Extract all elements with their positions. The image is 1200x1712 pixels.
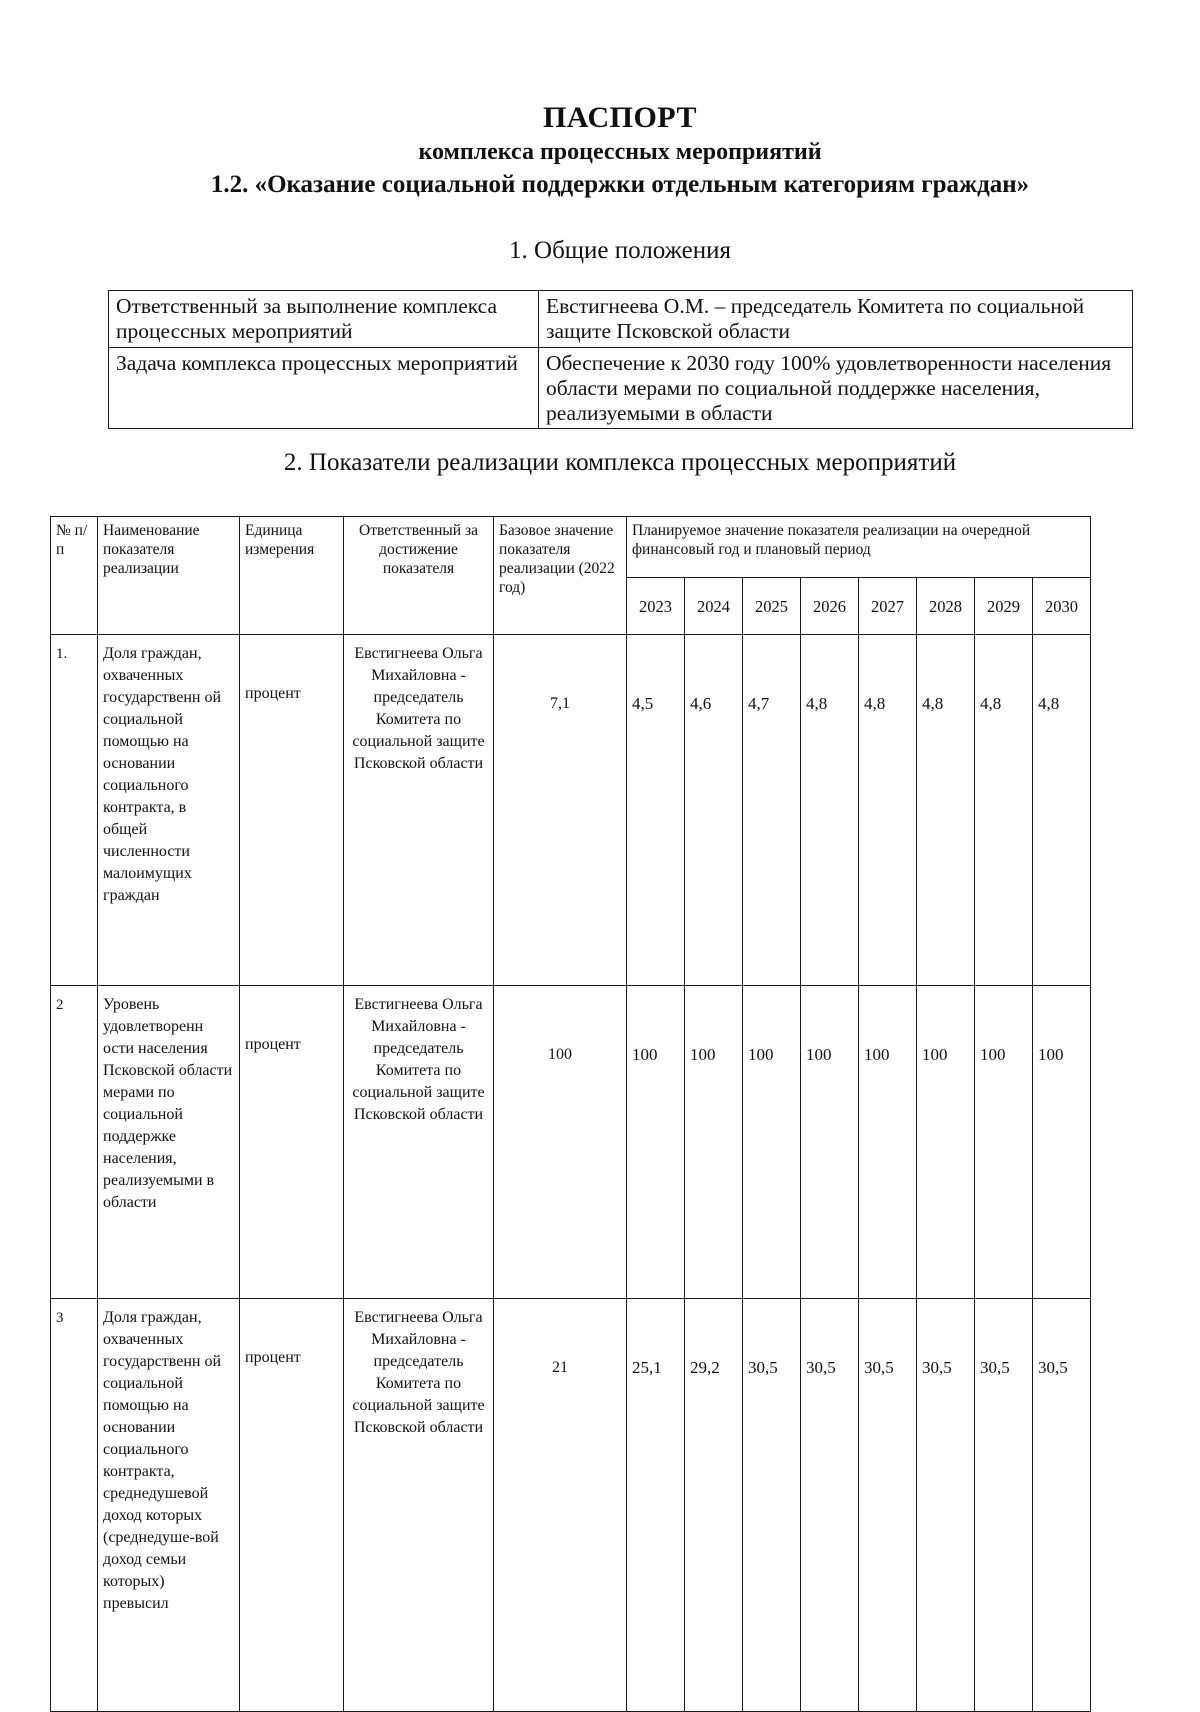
planned-value: 4,6 xyxy=(685,635,743,986)
indicator-base-value: 100 xyxy=(494,986,627,1299)
general-row xyxy=(109,348,1133,429)
general-row-value: Обеспечение к 2030 году 100% удовлетворенности населения области мерами по социальной поддержке населения, реализуемыми в области xyxy=(539,348,1133,429)
planned-value: 4,8 xyxy=(859,635,917,986)
planned-value: 25,1 xyxy=(627,1299,685,1712)
table-row xyxy=(51,1299,1091,1712)
row-number: 1. xyxy=(51,635,98,986)
planned-value: 4,8 xyxy=(801,635,859,986)
col-responsible-header: Ответственный за достижение показателя xyxy=(344,517,494,635)
planned-value: 30,5 xyxy=(859,1299,917,1712)
indicator-responsible: Евстигнеева Ольга Михайловна - председатель Комитета по социальной защите Псковской области xyxy=(344,635,494,986)
year-header: 2023 xyxy=(627,578,685,635)
col-planned-header: Планируемое значение показателя реализации на очередной финансовый год и плановый период xyxy=(627,517,1091,578)
planned-value: 4,8 xyxy=(1033,635,1091,986)
planned-value: 100 xyxy=(743,986,801,1299)
row-number: 2 xyxy=(51,986,98,1299)
complex-name: 1.2. «Оказание социальной поддержки отдельным категориям граждан» xyxy=(210,171,1030,198)
planned-value: 100 xyxy=(627,986,685,1299)
planned-value: 100 xyxy=(1033,986,1091,1299)
year-header: 2029 xyxy=(975,578,1033,635)
planned-value: 30,5 xyxy=(801,1299,859,1712)
indicator-name: Доля граждан, охваченных государственн ой социальной помощью на основании социального контракта, среднедушевой доход которых (среднедуше-вой доход семьи которых) превысил xyxy=(98,1299,240,1712)
planned-value: 4,5 xyxy=(627,635,685,986)
planned-value: 100 xyxy=(859,986,917,1299)
indicator-unit: процент xyxy=(240,986,344,1299)
planned-value: 4,7 xyxy=(743,635,801,986)
document-subtitle: комплекса процессных мероприятий xyxy=(418,139,822,165)
indicator-base-value: 21 xyxy=(494,1299,627,1712)
planned-value: 30,5 xyxy=(917,1299,975,1712)
year-header: 2024 xyxy=(685,578,743,635)
year-header: 2030 xyxy=(1033,578,1091,635)
indicator-responsible: Евстигнеева Ольга Михайловна - председатель Комитета по социальной защите Псковской области xyxy=(344,986,494,1299)
general-row-value: Евстигнеева О.М. – председатель Комитета по социальной защите Псковской области xyxy=(539,291,1133,348)
general-row-label: Ответственный за выполнение комплекса процессных мероприятий xyxy=(109,291,539,348)
planned-value: 100 xyxy=(801,986,859,1299)
planned-value: 30,5 xyxy=(743,1299,801,1712)
col-base-header: Базовое значение показателя реализации (2022 год) xyxy=(494,517,627,635)
indicator-unit: процент xyxy=(240,1299,344,1712)
table-row xyxy=(51,986,1091,1299)
year-header: 2026 xyxy=(801,578,859,635)
general-row xyxy=(109,291,1133,348)
indicator-name: Уровень удовлетворенн ости населения Псковской области мерами по социальной поддержке населения, реализуемыми в области xyxy=(98,986,240,1299)
planned-value: 30,5 xyxy=(1033,1299,1091,1712)
title-block xyxy=(0,100,1200,202)
year-header: 2027 xyxy=(859,578,917,635)
section2-heading: 2. Показатели реализации комплекса процессных мероприятий xyxy=(283,449,957,476)
header-row xyxy=(51,517,1091,578)
general-provisions-table xyxy=(108,290,1133,429)
planned-value: 100 xyxy=(685,986,743,1299)
planned-value: 29,2 xyxy=(685,1299,743,1712)
indicators-table xyxy=(50,516,1091,1712)
year-header: 2028 xyxy=(917,578,975,635)
planned-value: 4,8 xyxy=(975,635,1033,986)
table-row xyxy=(51,635,1091,986)
indicator-base-value: 7,1 xyxy=(494,635,627,986)
year-header: 2025 xyxy=(743,578,801,635)
col-name-header: Наименование показателя реализации xyxy=(98,517,240,635)
planned-value: 100 xyxy=(975,986,1033,1299)
col-unit-header: Единица измерения xyxy=(240,517,344,635)
col-num-header: № п/п xyxy=(51,517,98,635)
document-title: ПАСПОРТ xyxy=(542,101,698,134)
indicator-unit: процент xyxy=(240,635,344,986)
general-row-label: Задача комплекса процессных мероприятий xyxy=(109,348,539,429)
planned-value: 100 xyxy=(917,986,975,1299)
planned-value: 4,8 xyxy=(917,635,975,986)
planned-value: 30,5 xyxy=(975,1299,1033,1712)
indicator-name: Доля граждан, охваченных государственн ой социальной помощью на основании социального контракта, в общей численности малоимущих граждан xyxy=(98,635,240,986)
row-number: 3 xyxy=(51,1299,98,1712)
section1-heading: 1. Общие положения xyxy=(509,237,731,264)
indicator-responsible: Евстигнеева Ольга Михайловна - председатель Комитета по социальной защите Псковской области xyxy=(344,1299,494,1712)
